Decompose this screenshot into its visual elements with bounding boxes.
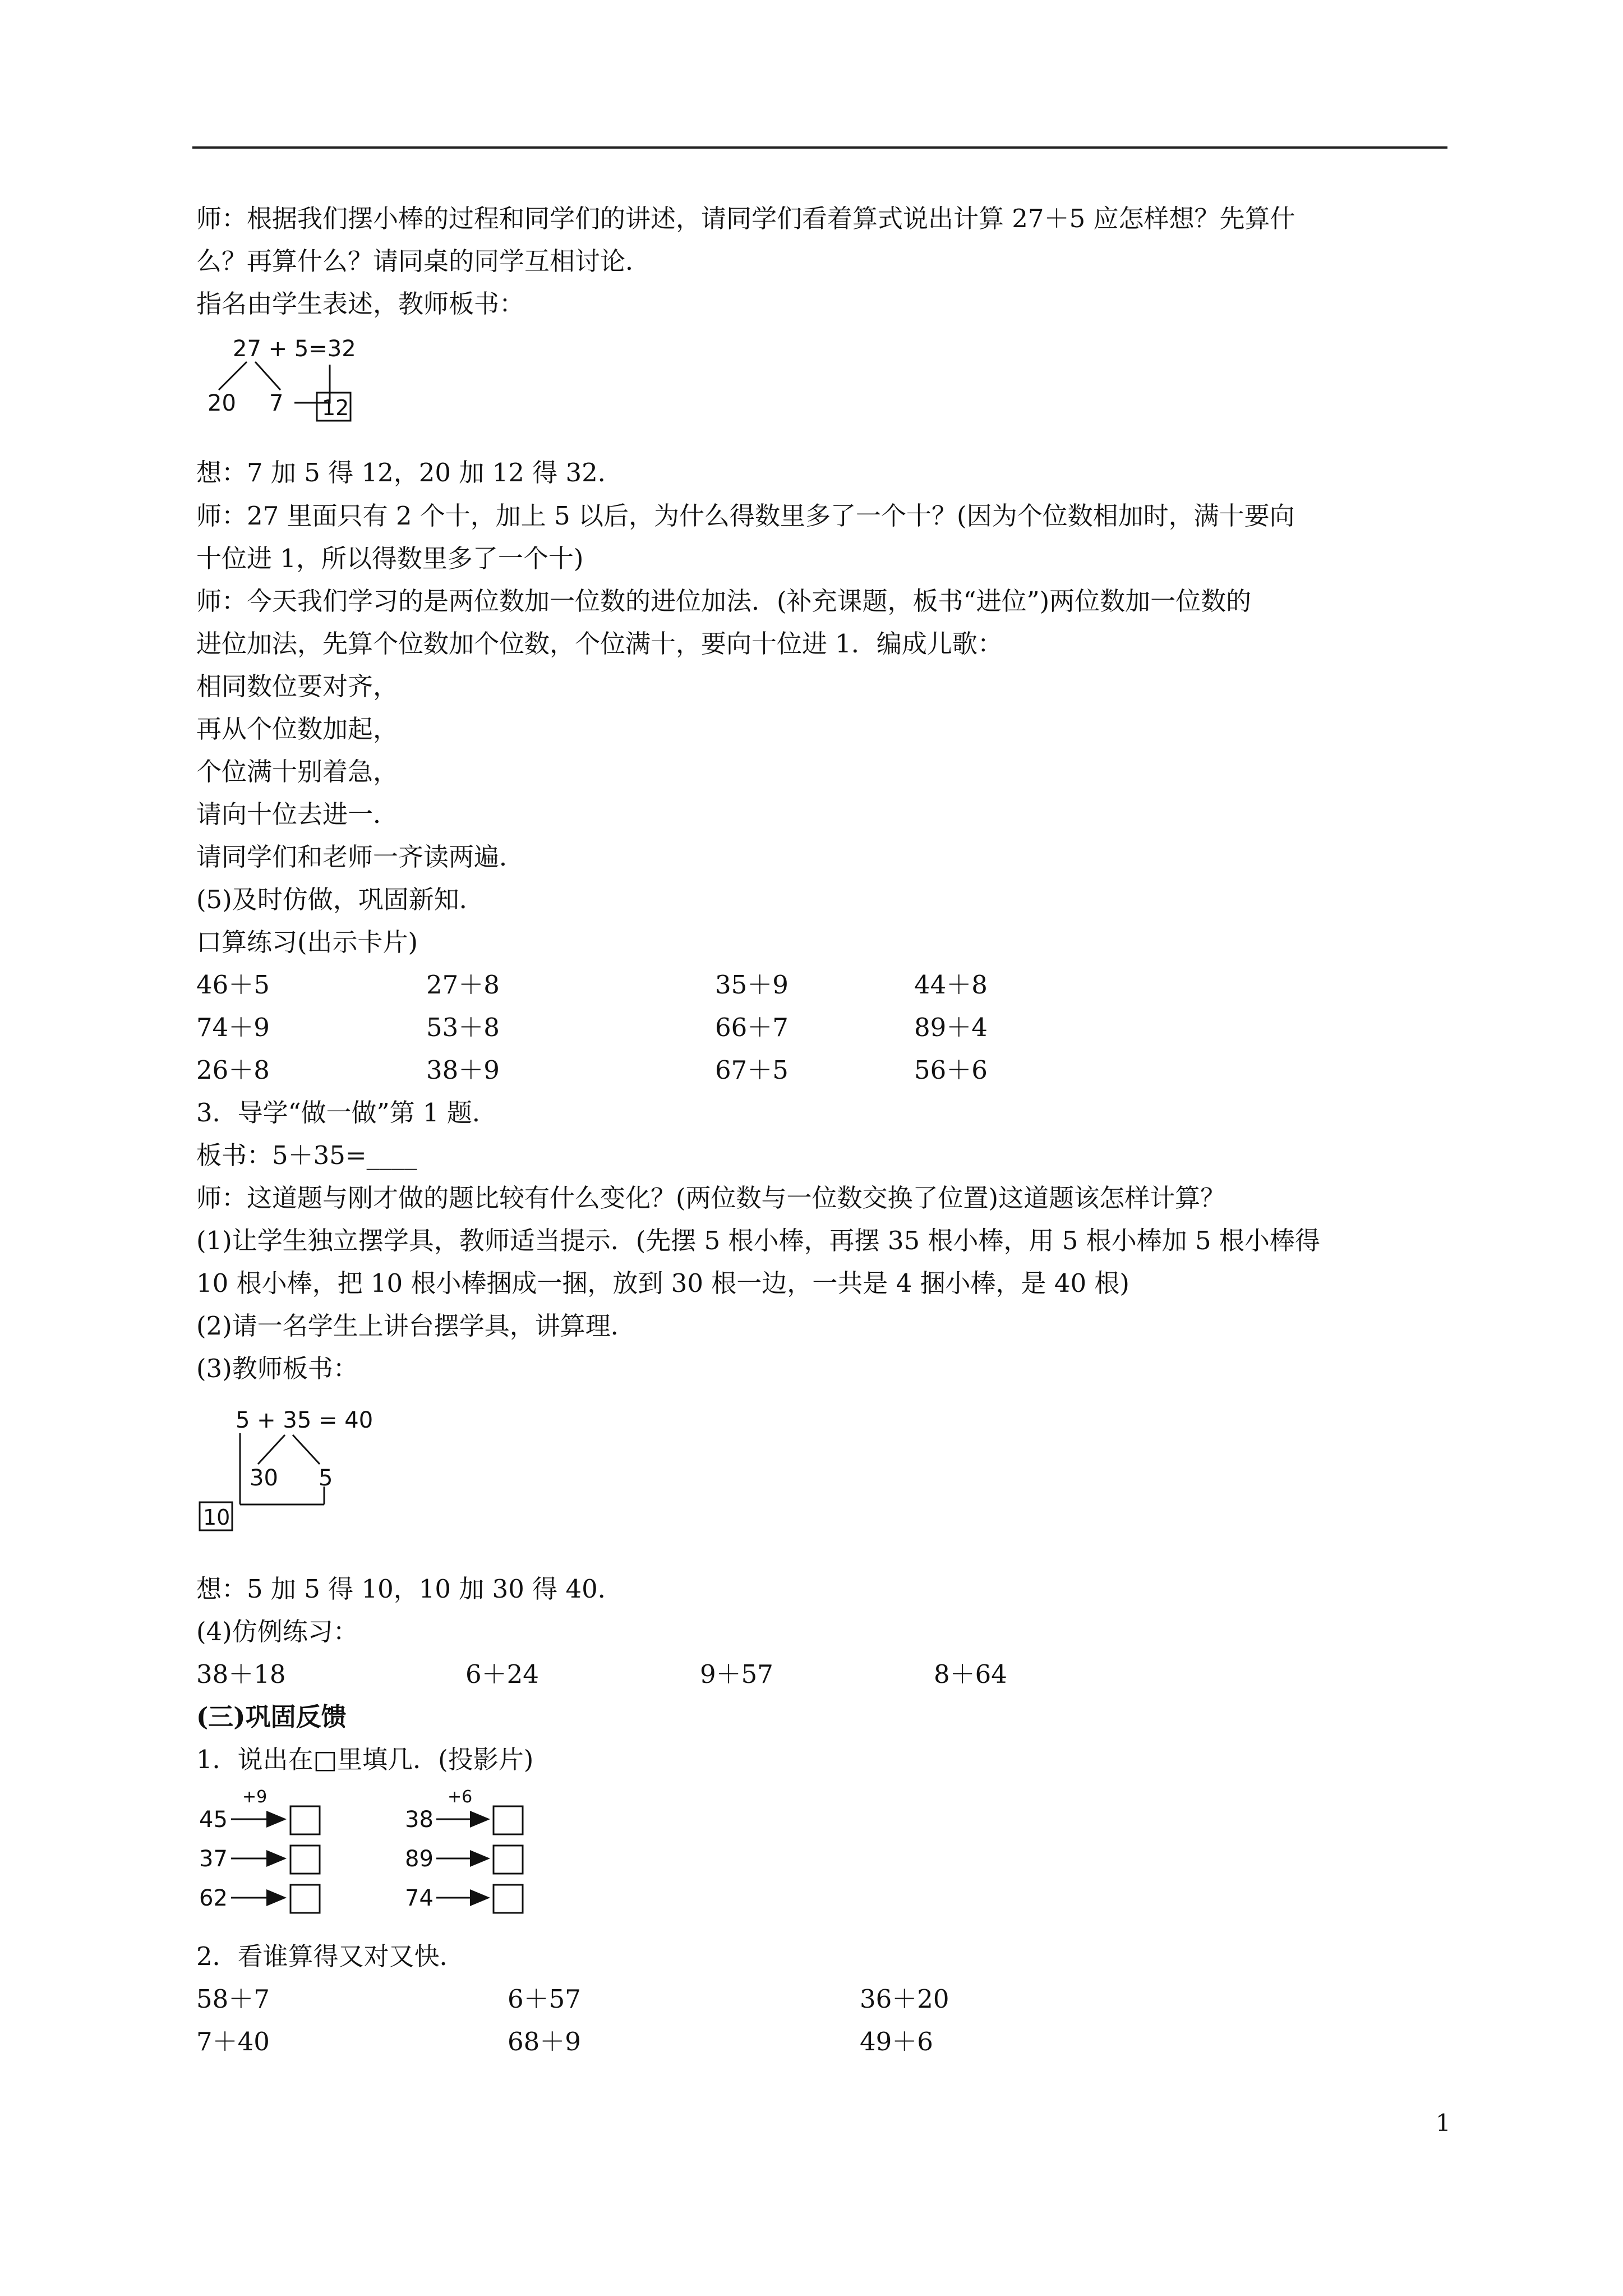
oral-practice-cell: 89＋4 (914, 1013, 988, 1042)
paragraph-guided-task: 3．导学“做一做”第 1 题． (196, 1098, 497, 1128)
paragraph-oral-practice: 口算练习(出示卡片) (196, 927, 418, 957)
fast-calc-item: 49＋6 (860, 2027, 933, 2056)
paragraph-step1-line1: (1)让学生独立摆学具，教师适当提示．(先摆 5 根小棒，再摆 35 根小棒，用 5 根小棒加 5 根小棒得 (196, 1226, 1320, 1255)
think-line-2: 想：5 加 5 得 10，10 加 30 得 40． (196, 1574, 623, 1604)
diagram1-left-part: 20 (208, 390, 236, 416)
paragraph-teacher-question-line2: 么？再算什么？请同桌的同学互相讨论． (196, 246, 651, 276)
oral-practice-cell: 27＋8 (426, 970, 500, 1000)
oral-practice-cell: 46＋5 (196, 970, 270, 1000)
oral-practice-cell: 67＋5 (715, 1055, 789, 1085)
oral-practice-cell: 66＋7 (715, 1013, 789, 1042)
arrow-right-number: 74 (405, 1885, 434, 1911)
paragraph-imitate: (5)及时仿做，巩固新知． (196, 885, 485, 914)
diagram2-box-value: 10 (203, 1505, 230, 1530)
paragraph-student-explain: 指名由学生表述，教师板书： (196, 289, 525, 319)
answer-box (291, 1885, 320, 1913)
arrow-right-number: 89 (405, 1846, 434, 1872)
arrow-fill-exercise (196, 1787, 544, 1927)
oral-practice-cell: 26＋8 (196, 1055, 270, 1085)
arrow-right-number: 38 (405, 1807, 434, 1833)
song-line-3: 个位满十别着急， (196, 757, 399, 786)
paragraph-teacher-compare: 师：这道题与刚才做的题比较有什么变化？(两位数与一位数交换了位置)这道题该怎样计算？ (196, 1183, 1226, 1213)
arrow-right-operator: +6 (448, 1787, 473, 1807)
diagram1-box-value: 12 (322, 395, 349, 420)
oral-practice-cell: 56＋6 (914, 1055, 988, 1085)
paragraph-step2: (2)请一名学生上讲台摆学具，讲算理． (196, 1311, 636, 1341)
header-rule (192, 146, 1447, 149)
think-line-1: 想：7 加 5 得 12，20 加 12 得 32． (196, 458, 623, 487)
arrow-left-number: 45 (199, 1807, 228, 1833)
fast-calc-item: 36＋20 (860, 1984, 949, 2014)
song-line-2: 再从个位数加起， (196, 714, 399, 744)
answer-box (494, 1846, 523, 1874)
imitation-practice-item: 8＋64 (934, 1659, 1007, 1689)
arrow-left-operator: +9 (242, 1787, 268, 1807)
oral-practice-cell: 74＋9 (196, 1013, 270, 1042)
diagram-27-plus-5 (196, 331, 376, 438)
paragraph-step3: (3)教师板书： (196, 1354, 358, 1383)
answer-box (494, 1885, 523, 1913)
oral-practice-cell: 38＋9 (426, 1055, 500, 1085)
section-heading-consolidation: (三)巩固反馈 (196, 1702, 347, 1732)
paragraph-lesson-topic-line1: 师：今天我们学习的是两位数加一位数的进位加法．(补充课题，板书“进位”)两位数加一位数的 (196, 586, 1252, 616)
diagram-5-plus-35 (196, 1402, 387, 1548)
paragraph-why-ten-line1: 师：27 里面只有 2 个十，加上 5 以后，为什么得数里多了一个十？(因为个位数相加时，满十要向 (196, 501, 1295, 531)
paragraph-read-twice: 请同学们和老师一齐读两遍． (196, 842, 525, 872)
arrow-left-number: 37 (199, 1846, 228, 1872)
fast-calc-item: 7＋40 (196, 2027, 270, 2056)
diagram2-equation: 5 + 35 = 40 (236, 1407, 374, 1433)
diagram1-right-part: 7 (269, 390, 284, 416)
diagram2-right-part: 5 (319, 1465, 333, 1491)
fast-calc-item: 6＋57 (508, 1984, 581, 2014)
answer-box (291, 1806, 320, 1834)
oral-practice-cell: 35＋9 (715, 970, 789, 1000)
paragraph-fast-calc: 2．看谁算得又对又快． (196, 1941, 465, 1971)
imitation-practice-item: 9＋57 (700, 1659, 773, 1689)
imitation-practice-item: 6＋24 (465, 1659, 539, 1689)
fast-calc-item: 58＋7 (196, 1984, 270, 2014)
paragraph-step1-line2: 10 根小棒，把 10 根小棒捆成一捆，放到 30 根一边，一共是 4 捆小棒，是 40 根) (196, 1268, 1129, 1298)
diagram2-left-part: 30 (250, 1465, 278, 1491)
answer-box (494, 1806, 523, 1834)
paragraph-why-ten-line2: 十位进 1，所以得数里多了一个十) (196, 544, 584, 573)
oral-practice-cell: 53＋8 (426, 1013, 500, 1042)
answer-box (291, 1846, 320, 1874)
paragraph-board-equation: 板书：5＋35=____ (196, 1140, 417, 1170)
paragraph-teacher-question-line1: 师：根据我们摆小棒的过程和同学们的讲述，请同学们看着算式说出计算 27＋5 应怎样想？先算什 (196, 204, 1295, 233)
imitation-practice-item: 38＋18 (196, 1659, 286, 1689)
song-line-4: 请向十位去进一． (196, 799, 399, 829)
diagram1-equation: 27 + 5=32 (233, 336, 356, 362)
song-line-1: 相同数位要对齐， (196, 671, 399, 701)
page-number: 1 (1436, 2109, 1451, 2137)
fast-calc-item: 68＋9 (508, 2027, 581, 2056)
paragraph-lesson-topic-line2: 进位加法，先算个位数加个位数，个位满十，要向十位进 1．编成儿歌： (196, 629, 1003, 659)
oral-practice-cell: 44＋8 (914, 970, 988, 1000)
paragraph-fill-box: 1．说出在□里填几．(投影片) (196, 1745, 534, 1774)
paragraph-step4: (4)仿例练习： (196, 1617, 358, 1646)
arrow-left-number: 62 (199, 1885, 228, 1911)
